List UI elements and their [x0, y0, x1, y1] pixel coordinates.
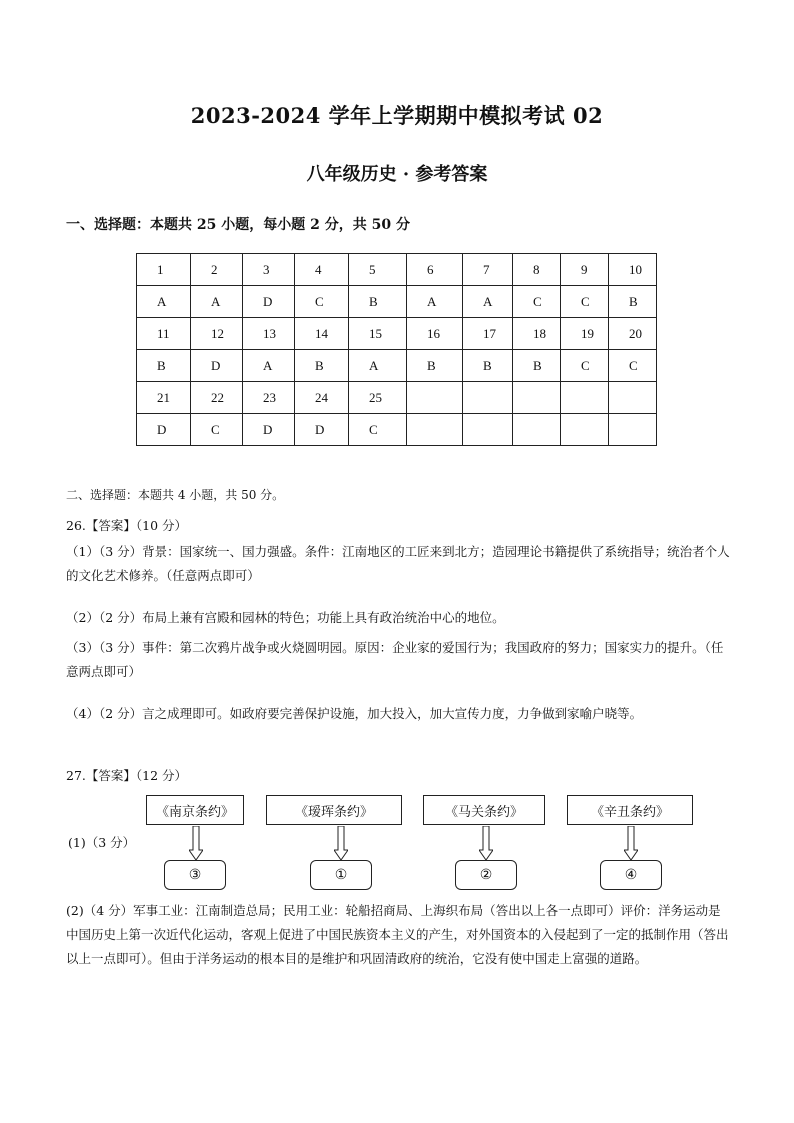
table-cell: B	[407, 350, 463, 382]
table-cell: 1	[137, 254, 191, 286]
table-cell: B	[513, 350, 561, 382]
down-arrow-icon	[334, 826, 348, 860]
table-cell: C	[609, 350, 657, 382]
table-cell: A	[243, 350, 295, 382]
table-cell	[463, 414, 513, 446]
q27-part1-label: (1)（3 分）	[68, 835, 136, 850]
table-cell	[609, 414, 657, 446]
table-cell: A	[349, 350, 407, 382]
section1-heading: 一、选择题：本题共 25 小题，每小题 2 分，共 50 分	[66, 217, 410, 233]
page-subtitle: 八年级历史 · 参考答案	[306, 164, 488, 185]
table-cell	[609, 382, 657, 414]
q27-heading: 27.【答案】（12 分）	[66, 768, 188, 783]
table-cell: 24	[295, 382, 349, 414]
table-cell: A	[407, 286, 463, 318]
table-cell: 8	[513, 254, 561, 286]
down-arrow-icon	[624, 826, 638, 860]
down-arrow-icon	[479, 826, 493, 860]
table-cell: B	[349, 286, 407, 318]
table-cell: 9	[561, 254, 609, 286]
table-cell: 16	[407, 318, 463, 350]
table-cell: 13	[243, 318, 295, 350]
q27-part2: (2)（4 分）军事工业：江南制造总局；民用工业：轮船招商局、上海织布局（答出以上各一点即可）评价：洋务运动是中国历史上第一次近代化运动，客观上促进了中国民族资本主义的产生，对外国资本的入侵起到了一定的抵制作用（答出以上一点即可）。但由于洋务运动的根本目的是维护和巩固清政府的统治，它没有使中国走上富强的道路。	[66, 903, 729, 966]
table-cell: C	[561, 350, 609, 382]
table-cell: 21	[137, 382, 191, 414]
table-cell: 22	[191, 382, 243, 414]
table-cell: C	[561, 286, 609, 318]
table-cell: 11	[137, 318, 191, 350]
table-cell: 23	[243, 382, 295, 414]
table-cell: C	[349, 414, 407, 446]
table-cell: 20	[609, 318, 657, 350]
table-row	[137, 414, 657, 446]
table-cell: C	[295, 286, 349, 318]
table-cell	[407, 414, 463, 446]
table-cell: B	[295, 350, 349, 382]
table-cell: 10	[609, 254, 657, 286]
table-row	[137, 254, 657, 286]
result-box: ③	[164, 860, 226, 890]
table-cell: D	[191, 350, 243, 382]
page-title: 2023-2024 学年上学期期中模拟考试 02	[190, 103, 604, 128]
table-row	[137, 382, 657, 414]
answer-table	[136, 253, 657, 446]
table-row	[137, 350, 657, 382]
q26-part2: （2）（2 分）布局上兼有宫殿和园林的特色；功能上具有政治统治中心的地位。	[66, 610, 505, 625]
table-row	[137, 318, 657, 350]
table-cell: D	[243, 414, 295, 446]
treaty-box: 《辛丑条约》	[567, 795, 693, 825]
result-box: ②	[455, 860, 517, 890]
table-cell	[513, 382, 561, 414]
table-cell: C	[513, 286, 561, 318]
table-cell: 17	[463, 318, 513, 350]
table-cell: 2	[191, 254, 243, 286]
table-cell	[561, 414, 609, 446]
table-cell: 5	[349, 254, 407, 286]
result-box: ①	[310, 860, 372, 890]
table-cell: D	[137, 414, 191, 446]
q26-part1: （1）（3 分）背景：国家统一、国力强盛。条件：江南地区的工匠来到北方；造园理论书籍提供了系统指导；统治者个人的文化艺术修养。（任意两点即可）	[66, 544, 730, 583]
q26-heading: 26.【答案】（10 分）	[66, 518, 188, 533]
table-cell: C	[191, 414, 243, 446]
treaty-box: 《瑷珲条约》	[266, 795, 402, 825]
q26-part4: （4）（2 分）言之成理即可。如政府要完善保护设施，加大投入，加大宣传力度，力争做到家喻户晓等。	[66, 706, 643, 721]
table-cell: 7	[463, 254, 513, 286]
table-cell: D	[295, 414, 349, 446]
table-cell	[407, 382, 463, 414]
table-cell: 14	[295, 318, 349, 350]
table-cell: 3	[243, 254, 295, 286]
table-cell: 15	[349, 318, 407, 350]
table-cell: 25	[349, 382, 407, 414]
table-cell: 12	[191, 318, 243, 350]
q26-part3: （3）（3 分）事件：第二次鸦片战争或火烧圆明园。原因：企业家的爱国行为；我国政府的努力；国家实力的提升。（任意两点即可）	[66, 640, 724, 679]
table-cell: A	[137, 286, 191, 318]
table-cell: A	[463, 286, 513, 318]
table-cell: B	[463, 350, 513, 382]
table-cell	[561, 382, 609, 414]
result-box: ④	[600, 860, 662, 890]
table-cell: B	[137, 350, 191, 382]
table-cell: 6	[407, 254, 463, 286]
table-cell: B	[609, 286, 657, 318]
table-cell: 19	[561, 318, 609, 350]
table-cell	[513, 414, 561, 446]
down-arrow-icon	[189, 826, 203, 860]
table-cell: D	[243, 286, 295, 318]
table-cell: 4	[295, 254, 349, 286]
section2-heading: 二、选择题：本题共 4 小题，共 50 分。	[66, 488, 285, 502]
table-cell: 18	[513, 318, 561, 350]
treaty-box: 《南京条约》	[146, 795, 244, 825]
table-cell: A	[191, 286, 243, 318]
table-cell	[463, 382, 513, 414]
treaty-box: 《马关条约》	[423, 795, 545, 825]
table-row	[137, 286, 657, 318]
